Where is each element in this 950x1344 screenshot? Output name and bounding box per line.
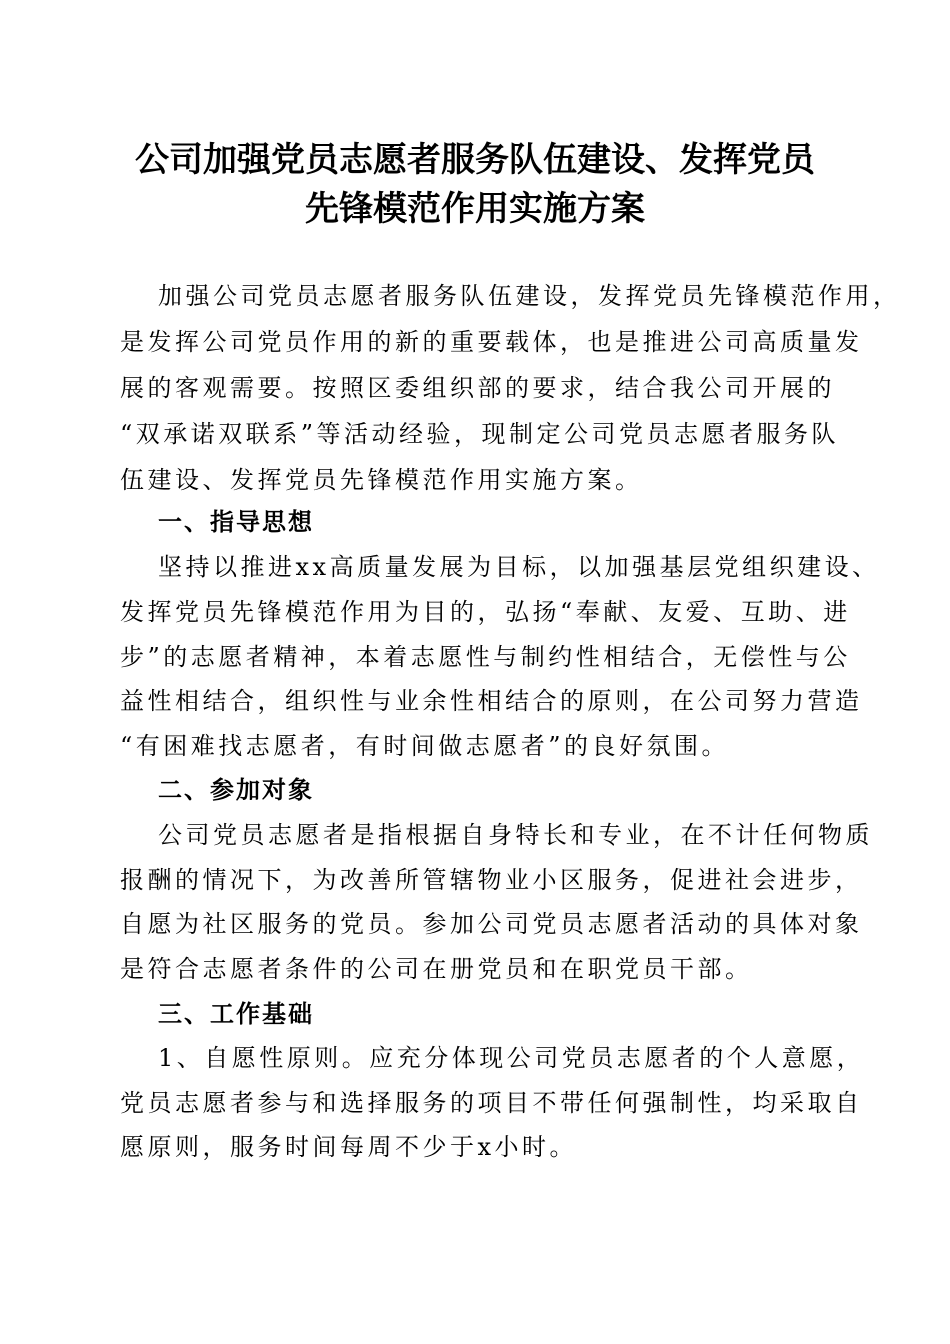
section2-line-3: 自愿为社区服务的党员。参加公司党员志愿者活动的具体对象: [120, 910, 863, 938]
section2-line-4: 是符合志愿者条件的公司在册党员和在职党员干部。: [120, 955, 753, 983]
document-title-line-1: 公司加强党员志愿者服务队伍建设、发挥党员: [135, 140, 815, 180]
document-title-line-2: 先锋模范作用实施方案: [305, 189, 645, 229]
section2-line-2: 报酬的情况下，为改善所管辖物业小区服务，促进社会进步，: [120, 866, 863, 894]
section1-line-4: 益性相结合，组织性与业余性相结合的原则，在公司努力营造: [120, 687, 863, 715]
section3-line-3: 愿原则，服务时间每周不少于x小时。: [120, 1133, 578, 1161]
section-heading-guiding-ideology: 一、指导思想: [158, 508, 314, 536]
intro-line-5: 伍建设、发挥党员先锋模范作用实施方案。: [120, 466, 643, 494]
section2-line-1: 公司党员志愿者是指根据自身特长和专业，在不计任何物质: [158, 821, 873, 849]
section-heading-participants: 二、参加对象: [158, 776, 314, 804]
section1-line-1: 坚持以推进xx高质量发展为目标，以加强基层党组织建设、: [158, 553, 880, 581]
intro-line-1: 加强公司党员志愿者服务队伍建设，发挥党员先锋模范作用，: [158, 282, 901, 310]
section-heading-work-basis: 三、工作基础: [158, 1000, 314, 1028]
intro-line-4: “双承诺双联系”等活动经验，现制定公司党员志愿者服务队: [120, 420, 840, 448]
intro-line-3: 展的客观需要。按照区委组织部的要求，结合我公司开展的: [120, 374, 835, 402]
section1-line-2: 发挥党员先锋模范作用为目的，弘扬“奉献、友爱、互助、进: [120, 598, 851, 626]
section3-line-2: 党员志愿者参与和选择服务的项目不带任何强制性，均采取自: [120, 1089, 863, 1117]
section1-line-3: 步”的志愿者精神，本着志愿性与制约性相结合，无偿性与公: [120, 643, 851, 671]
intro-line-2: 是发挥公司党员作用的新的重要载体，也是推进公司高质量发: [120, 328, 863, 356]
section1-line-5: “有困难找志愿者，有时间做志愿者”的良好氛围。: [120, 732, 730, 760]
section3-line-1: 1、自愿性原则。应充分体现公司党员志愿者的个人意愿，: [158, 1044, 865, 1072]
